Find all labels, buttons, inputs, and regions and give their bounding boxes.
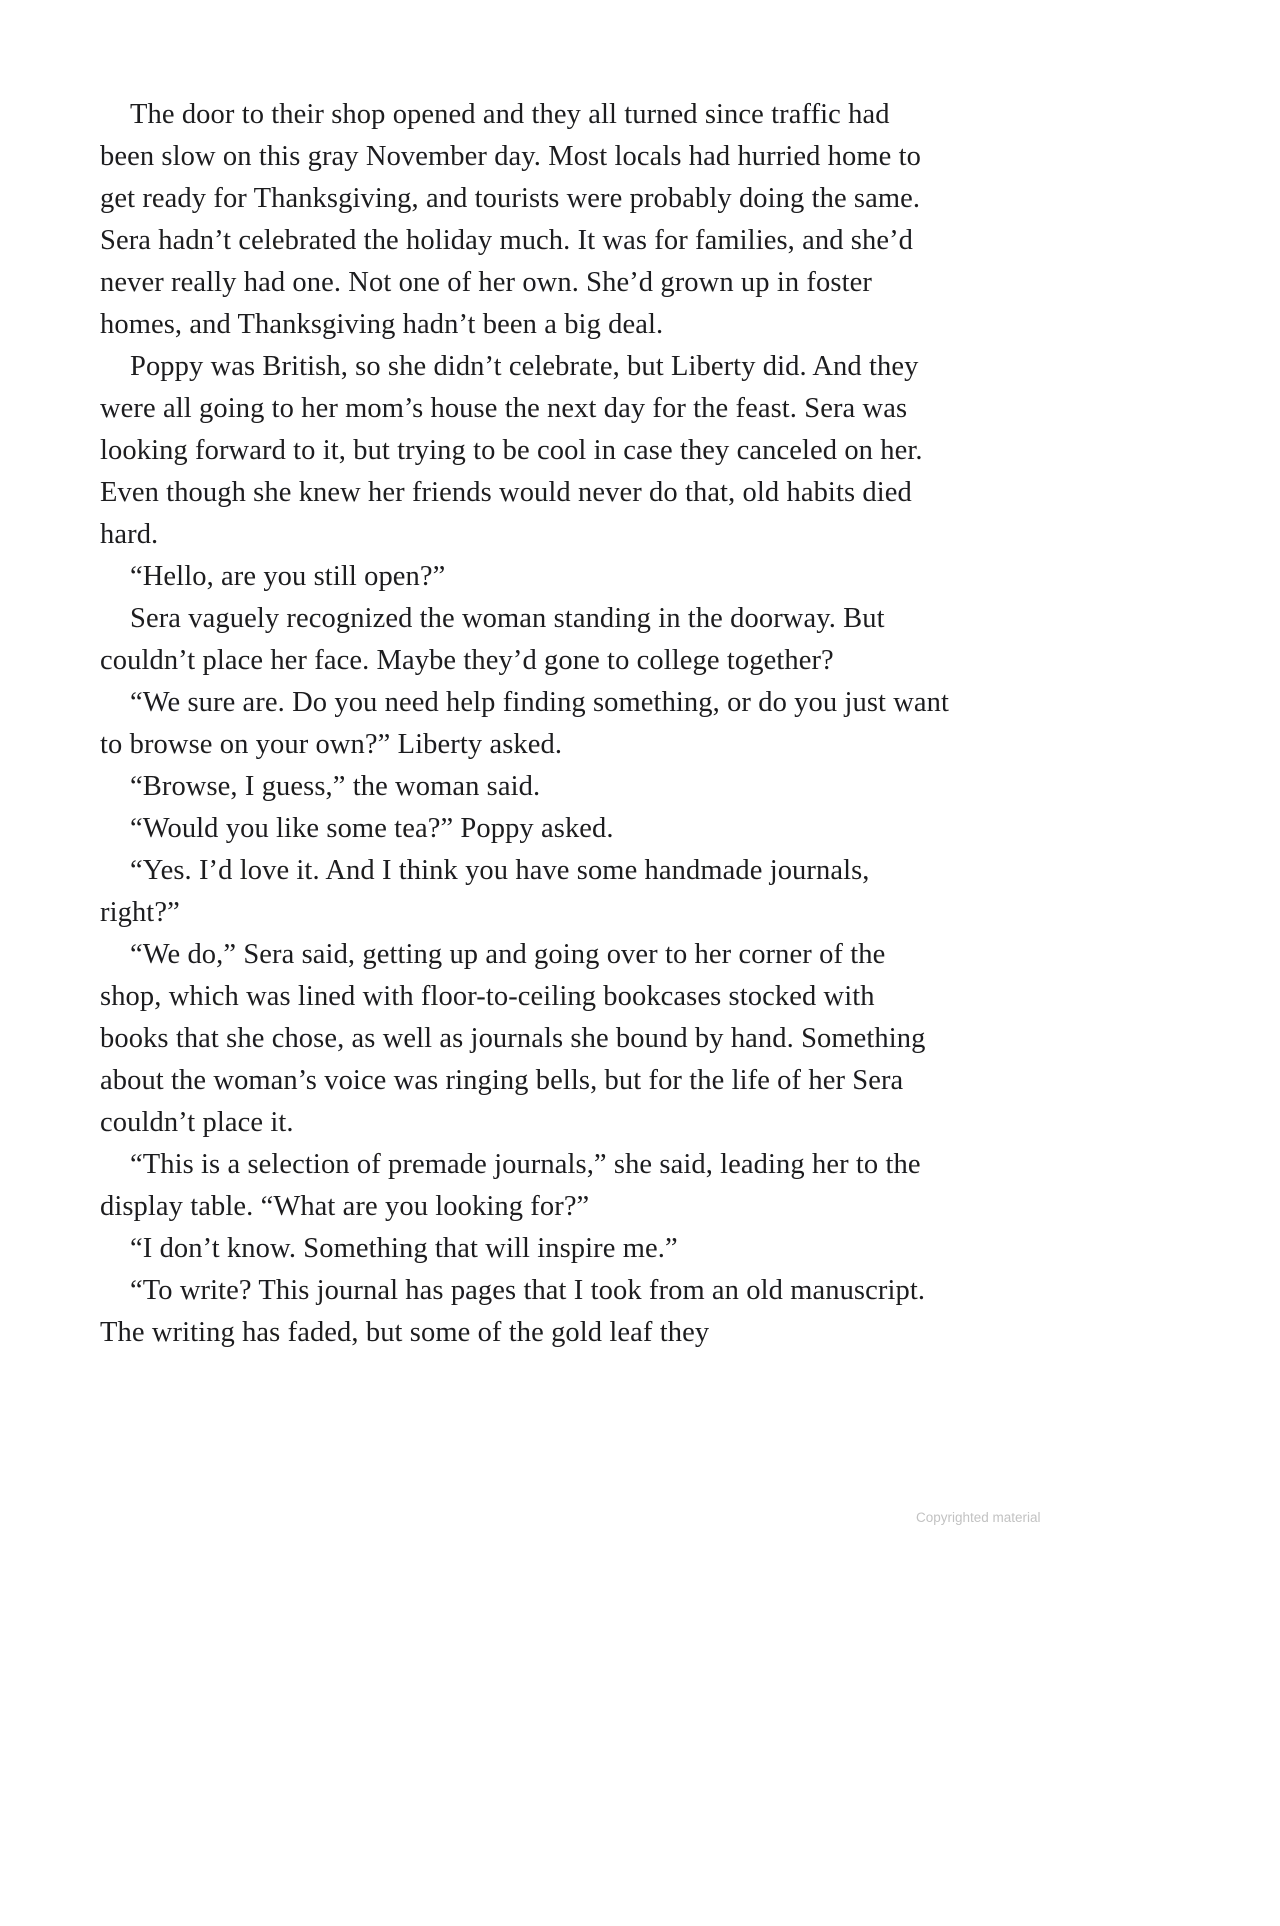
paragraph: “Yes. I’d love it. And I think you have some handmade journals, right?” [100, 855, 870, 928]
paragraph: Sera vaguely recognized the woman standing in the doorway. But couldn’t place her face. Maybe they’d gone to college together? [100, 603, 885, 676]
paragraph: “To write? This journal has pages that I took from an old manuscript. The writing has faded, but some of the gold leaf they [100, 1275, 926, 1348]
paragraph: “Browse, I guess,” the woman said. [130, 771, 541, 802]
paragraph: “Would you like some tea?” Poppy asked. [130, 813, 614, 844]
paragraph: Poppy was British, so she didn’t celebrate, but Liberty did. And they were all going to her mom’s house the next day for the feast. Sera was looking forward to it, but trying to be cool in case they canceled on her. Even though she knew her friends would never do that, old habits died hard. [100, 351, 923, 550]
page-text-block [100, 94, 950, 1354]
paragraph: The door to their shop opened and they all turned since traffic had been slow on this gray November day. Most locals had hurried home to get ready for Thanksgiving, and tourists were probably doing the same. Sera hadn’t celebrated the holiday much. It was for families, and she’d never really had one. Not one of her own. She’d grown up in foster homes, and Thanksgiving hadn’t been a big deal. [100, 99, 921, 340]
paragraph: “We do,” Sera said, getting up and going over to her corner of the shop, which was lined with floor-to-ceiling bookcases stocked with books that she chose, as well as journals she bound by hand. Something about the woman’s voice was ringing bells, but for the life of her Sera couldn’t place it. [100, 939, 926, 1138]
copyright-watermark: Copyrighted material [916, 1510, 1041, 1525]
paragraph: “I don’t know. Something that will inspire me.” [130, 1233, 678, 1264]
paragraph: “This is a selection of premade journals,” she said, leading her to the display table. “What are you looking for?” [100, 1149, 921, 1222]
paragraph: “We sure are. Do you need help finding something, or do you just want to browse on your own?” Liberty asked. [100, 687, 950, 760]
paragraph: “Hello, are you still open?” [130, 561, 446, 592]
